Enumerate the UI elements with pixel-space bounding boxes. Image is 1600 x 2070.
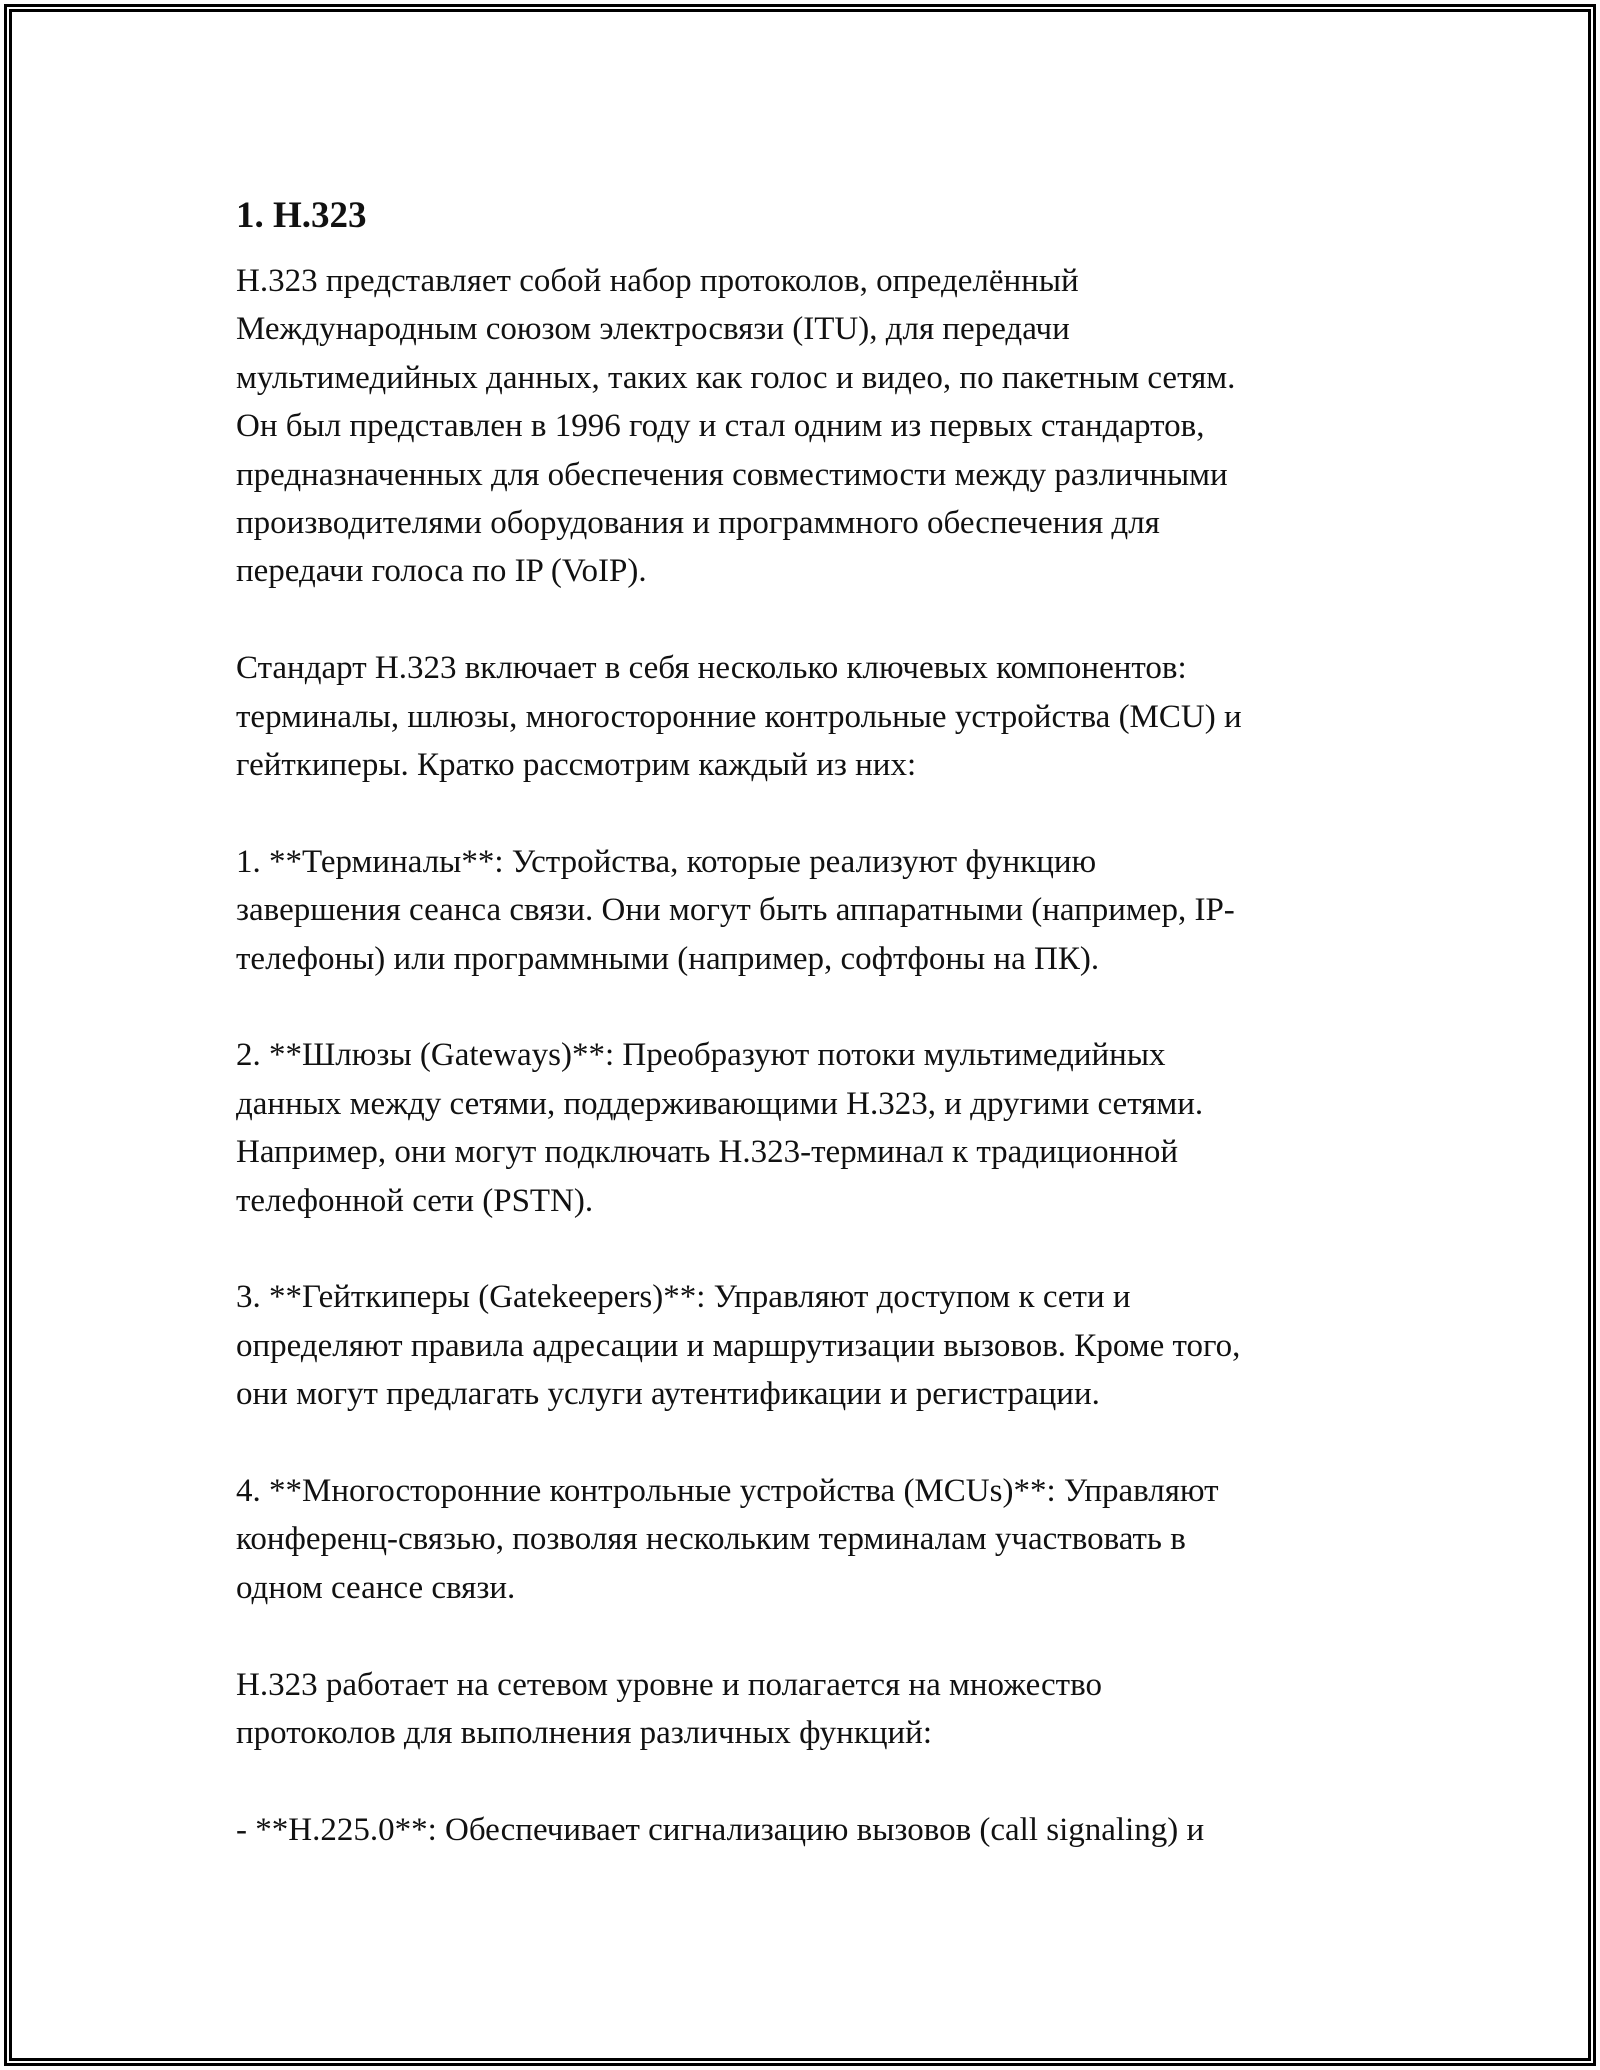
paragraph-gap (236, 1612, 1366, 1660)
paragraph (236, 1031, 1366, 1225)
paragraph-gap (236, 1225, 1366, 1273)
text-line: одном сеансе связи. (236, 1569, 516, 1606)
paragraph (236, 1273, 1366, 1418)
text-line: конференц-связью, позволяя нескольким терминалам участвовать в (236, 1521, 1186, 1558)
section-heading: 1. H.323 (236, 195, 367, 236)
text-line: протоколов для выполнения различных функций: (236, 1715, 933, 1752)
text-line: телефоны) или программными (например, софтфоны на ПК). (236, 940, 1100, 977)
text-line: они могут предлагать услуги аутентификации и регистрации. (236, 1376, 1100, 1413)
text-line: 1. **Терминалы**: Устройства, которые реализуют функцию (236, 843, 1097, 880)
text-line: 4. **Многосторонние контрольные устройства (MCUs)**: Управляют (236, 1473, 1219, 1510)
text-line: H.323 работает на сетевом уровне и полагается на множество (236, 1666, 1102, 1703)
paragraph-list (236, 257, 1366, 1854)
text-line: терминалы, шлюзы, многосторонние контрольные устройства (MCU) и (236, 698, 1242, 735)
paragraph-gap (236, 596, 1366, 644)
text-line: телефонной сети (PSTN). (236, 1182, 594, 1219)
paragraph (236, 838, 1366, 983)
text-line: определяют правила адресации и маршрутизации вызовов. Кроме того, (236, 1327, 1241, 1364)
text-line: Международным союзом электросвязи (ITU), для передачи (236, 311, 1070, 348)
text-line: передачи голоса по IP (VoIP). (236, 553, 647, 590)
text-line: гейткиперы. Кратко рассмотрим каждый из них: (236, 747, 917, 784)
text-line: завершения сеанса связи. Они могут быть аппаратными (например, IP- (236, 892, 1235, 929)
paragraph-gap (236, 789, 1366, 837)
text-line: мультимедийных данных, таких как голос и видео, по пакетным сетям. (236, 359, 1236, 396)
paragraph (236, 644, 1366, 789)
text-line: предназначенных для обеспечения совместимости между различными (236, 456, 1228, 493)
text-line: 3. **Гейткиперы (Gatekeepers)**: Управляют доступом к сети и (236, 1279, 1131, 1316)
paragraph (236, 1806, 1366, 1854)
text-line: Стандарт H.323 включает в себя несколько ключевых компонентов: (236, 650, 1187, 687)
text-line: данных между сетями, поддерживающими H.323, и другими сетями. (236, 1085, 1204, 1122)
document-body (236, 188, 1366, 1854)
text-line: - **H.225.0**: Обеспечивает сигнализацию вызовов (call signaling) и (236, 1811, 1205, 1848)
text-line: H.323 представляет собой набор протоколов, определённый (236, 263, 1079, 299)
paragraph-gap (236, 1758, 1366, 1806)
text-line: Он был представлен в 1996 году и стал одним из первых стандартов, (236, 408, 1205, 445)
text-line: Например, они могут подключать H.323-терминал к традиционной (236, 1134, 1179, 1171)
paragraph (236, 1661, 1366, 1758)
text-line: производителями оборудования и программного обеспечения для (236, 505, 1160, 542)
paragraph (236, 257, 1366, 596)
paragraph-gap (236, 1419, 1366, 1467)
paragraph (236, 1467, 1366, 1612)
paragraph-gap (236, 983, 1366, 1031)
text-line: 2. **Шлюзы (Gateways)**: Преобразуют потоки мультимедийных (236, 1037, 1166, 1074)
